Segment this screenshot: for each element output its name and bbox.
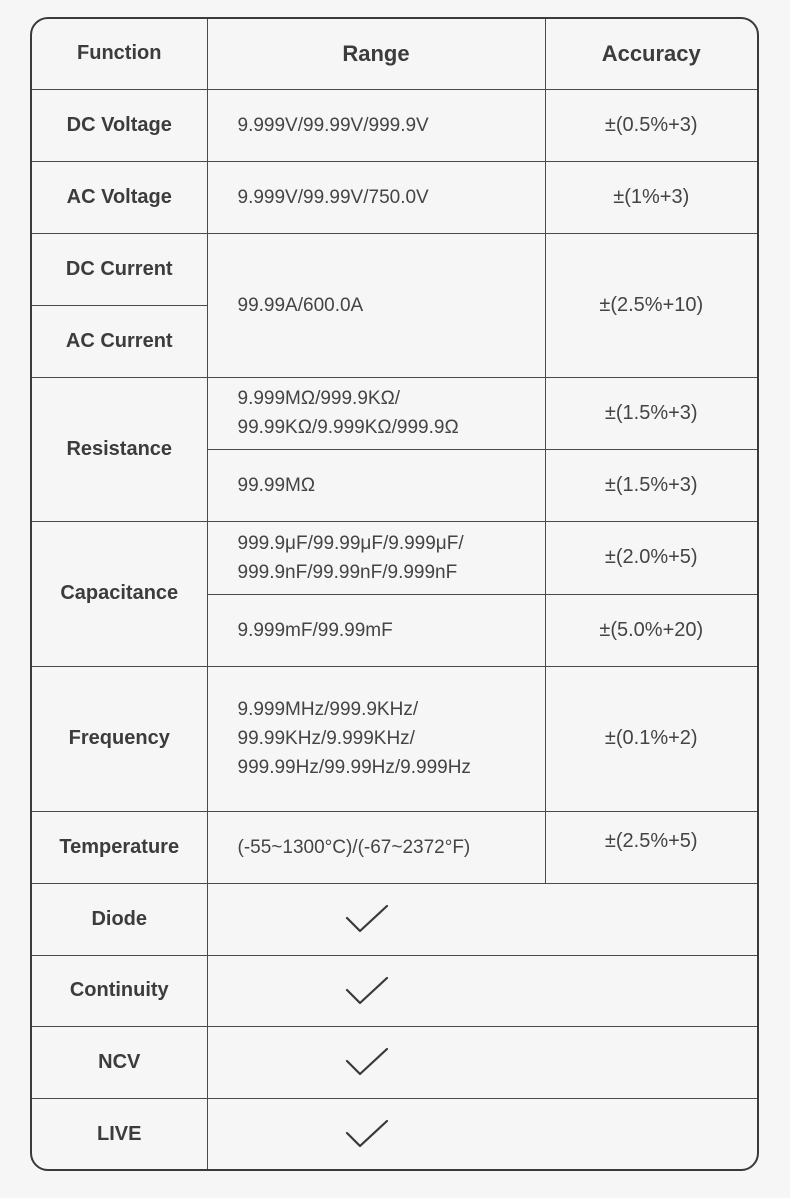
range-ac-voltage: 9.999V/99.99V/750.0V	[207, 161, 545, 233]
checkmark-icon	[345, 976, 389, 1006]
accuracy-dc-voltage: ±(0.5%+3)	[545, 89, 757, 161]
header-function: Function	[32, 19, 207, 89]
range-frequency-line-2: 99.99KHz/9.999KHz/	[237, 728, 415, 749]
range-capacitance-1-line-2: 999.9nF/99.99nF/9.999nF	[237, 561, 458, 583]
checkmark-icon	[345, 904, 389, 934]
accuracy-ac-voltage: ±(1%+3)	[545, 161, 757, 233]
spec-table	[32, 19, 757, 1170]
accuracy-resistance-1: ±(1.5%+3)	[545, 377, 757, 449]
accuracy-current: ±(2.5%+10)	[545, 233, 757, 377]
range-capacitance-1	[207, 521, 545, 594]
range-frequency	[207, 666, 545, 811]
range-capacitance-1-line-1: 999.9μF/99.99μF/9.999μF/	[237, 532, 464, 554]
function-ncv: NCV	[32, 1026, 207, 1098]
range-resistance-1-line-1: 9.999MΩ/999.9KΩ/	[237, 388, 401, 409]
range-temperature: (-55~1300°C)/(-67~2372°F)	[207, 811, 545, 883]
support-continuity	[207, 955, 757, 1026]
support-diode	[207, 883, 757, 955]
table-row-frequency	[32, 666, 757, 811]
header-accuracy: Accuracy	[545, 19, 757, 89]
spec-table-frame	[30, 17, 759, 1171]
function-frequency: Frequency	[32, 666, 207, 811]
range-capacitance-2: 9.999mF/99.99mF	[207, 594, 545, 666]
table-row-dc-current	[32, 233, 757, 305]
function-dc-current: DC Current	[32, 233, 207, 305]
function-ac-voltage: AC Voltage	[32, 161, 207, 233]
function-resistance: Resistance	[32, 377, 207, 521]
range-resistance-1	[207, 377, 545, 449]
table-row-diode	[32, 883, 757, 955]
table-header-row	[32, 19, 757, 89]
table-row-dc-voltage	[32, 89, 757, 161]
function-diode: Diode	[32, 883, 207, 955]
function-live: LIVE	[32, 1098, 207, 1170]
checkmark-icon	[345, 1047, 389, 1077]
table-row-live	[32, 1098, 757, 1170]
table-row-ncv	[32, 1026, 757, 1098]
accuracy-resistance-2: ±(1.5%+3)	[545, 449, 757, 521]
header-range: Range	[207, 19, 545, 89]
table-row-ac-voltage	[32, 161, 757, 233]
function-ac-current: AC Current	[32, 305, 207, 377]
function-dc-voltage: DC Voltage	[32, 89, 207, 161]
accuracy-frequency: ±(0.1%+2)	[545, 666, 757, 811]
range-frequency-line-3: 999.99Hz/99.99Hz/9.999Hz	[237, 757, 471, 778]
table-row-capacitance-1	[32, 521, 757, 594]
table-row-resistance-1	[32, 377, 757, 449]
accuracy-capacitance-1: ±(2.0%+5)	[545, 521, 757, 594]
range-dc-voltage: 9.999V/99.99V/999.9V	[207, 89, 545, 161]
range-resistance-1-line-2: 99.99KΩ/9.999KΩ/999.9Ω	[237, 417, 459, 438]
accuracy-temperature: ±(2.5%+5)	[545, 811, 757, 883]
function-capacitance: Capacitance	[32, 521, 207, 666]
support-live	[207, 1098, 757, 1170]
table-row-continuity	[32, 955, 757, 1026]
function-temperature: Temperature	[32, 811, 207, 883]
table-row-temperature	[32, 811, 757, 883]
checkmark-icon	[345, 1119, 389, 1149]
range-frequency-line-1: 9.999MHz/999.9KHz/	[237, 699, 419, 720]
range-resistance-2: 99.99MΩ	[207, 449, 545, 521]
range-current: 99.99A/600.0A	[207, 233, 545, 377]
support-ncv	[207, 1026, 757, 1098]
accuracy-capacitance-2: ±(5.0%+20)	[545, 594, 757, 666]
function-continuity: Continuity	[32, 955, 207, 1026]
